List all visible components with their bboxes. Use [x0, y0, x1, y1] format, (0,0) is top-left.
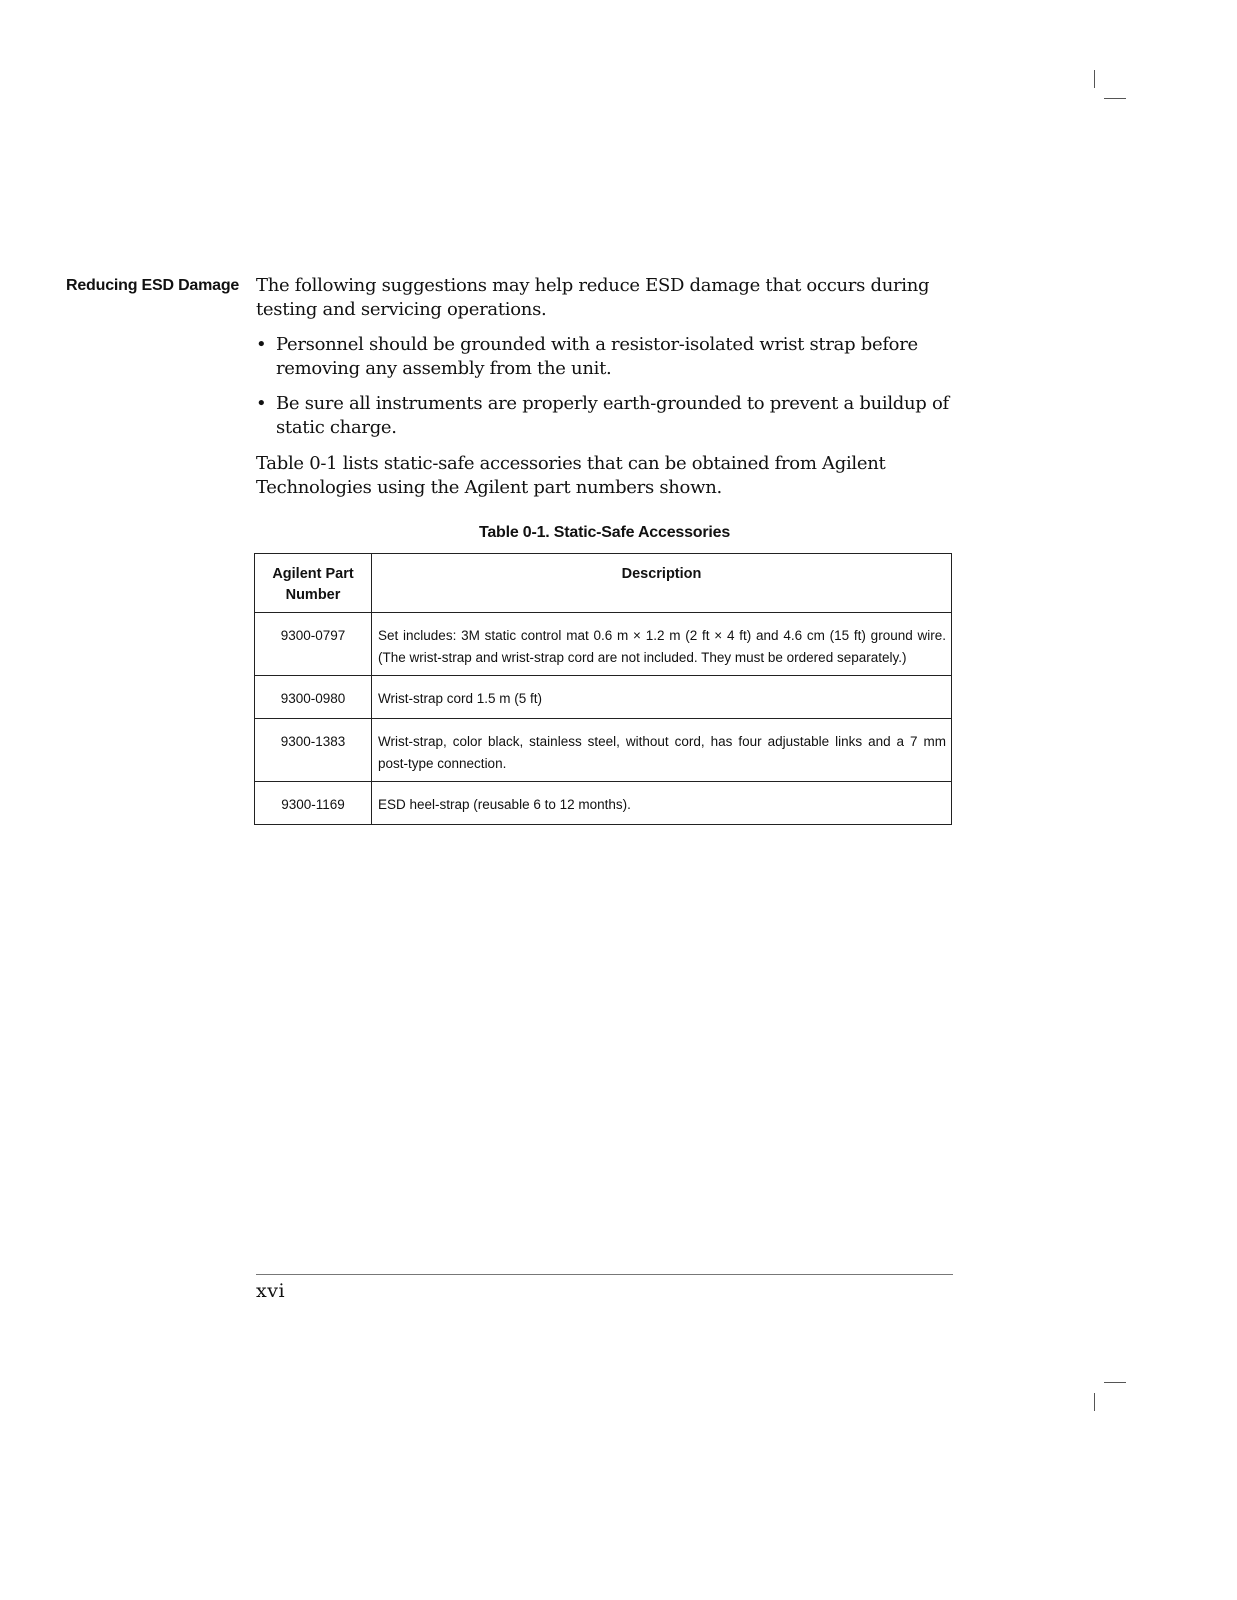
bullet-text: Be sure all instruments are properly earth-grounded to prevent a buildup of static charge.	[276, 393, 949, 438]
header-part-number: Agilent Part Number	[255, 554, 372, 613]
description-cell: Wrist-strap cord 1.5 m (5 ft)	[372, 676, 952, 719]
crop-mark-bottom-horizontal	[1104, 1382, 1126, 1383]
section-heading: Reducing ESD Damage	[66, 277, 240, 294]
intro-paragraph: The following suggestions may help reduce ESD damage that occurs during testing and servicing operations.	[256, 275, 930, 320]
table-row	[255, 676, 952, 719]
bullet-icon: •	[256, 393, 267, 414]
description-cell: Wrist-strap, color black, stainless steel, without cord, has four adjustable links and a 7 mm post-type connection.	[372, 719, 952, 782]
part-number-cell: 9300-0797	[255, 613, 372, 676]
closing-paragraph: Table 0-1 lists static-safe accessories that can be obtained from Agilent Technologies using the Agilent part numbers shown.	[256, 453, 886, 498]
crop-mark-top-vertical	[1094, 70, 1095, 88]
bullet-text: Personnel should be grounded with a resistor-isolated wrist strap before removing any assembly from the unit.	[276, 334, 918, 379]
crop-mark-bottom-vertical	[1094, 1393, 1095, 1411]
page-number: xvi	[256, 1280, 286, 1302]
part-number-cell: 9300-1383	[255, 719, 372, 782]
accessories-table	[254, 553, 952, 825]
description-cell: Set includes: 3M static control mat 0.6 m × 1.2 m (2 ft × 4 ft) and 4.6 cm (15 ft) ground wire. (The wrist-strap and wrist-strap cord are not included. They must be ordered separately.)	[372, 613, 952, 676]
crop-mark-top-horizontal	[1104, 98, 1126, 99]
footer-divider	[256, 1274, 953, 1275]
table-caption: Table 0-1. Static-Safe Accessories	[478, 524, 731, 541]
bullet-icon: •	[256, 334, 267, 355]
part-number-cell: 9300-0980	[255, 676, 372, 719]
table-row	[255, 613, 952, 676]
part-number-cell: 9300-1169	[255, 782, 372, 825]
table-row	[255, 719, 952, 782]
header-description: Description	[372, 554, 952, 613]
description-cell: ESD heel-strap (reusable 6 to 12 months).	[372, 782, 952, 825]
table-row	[255, 782, 952, 825]
table-header-row	[255, 554, 952, 613]
